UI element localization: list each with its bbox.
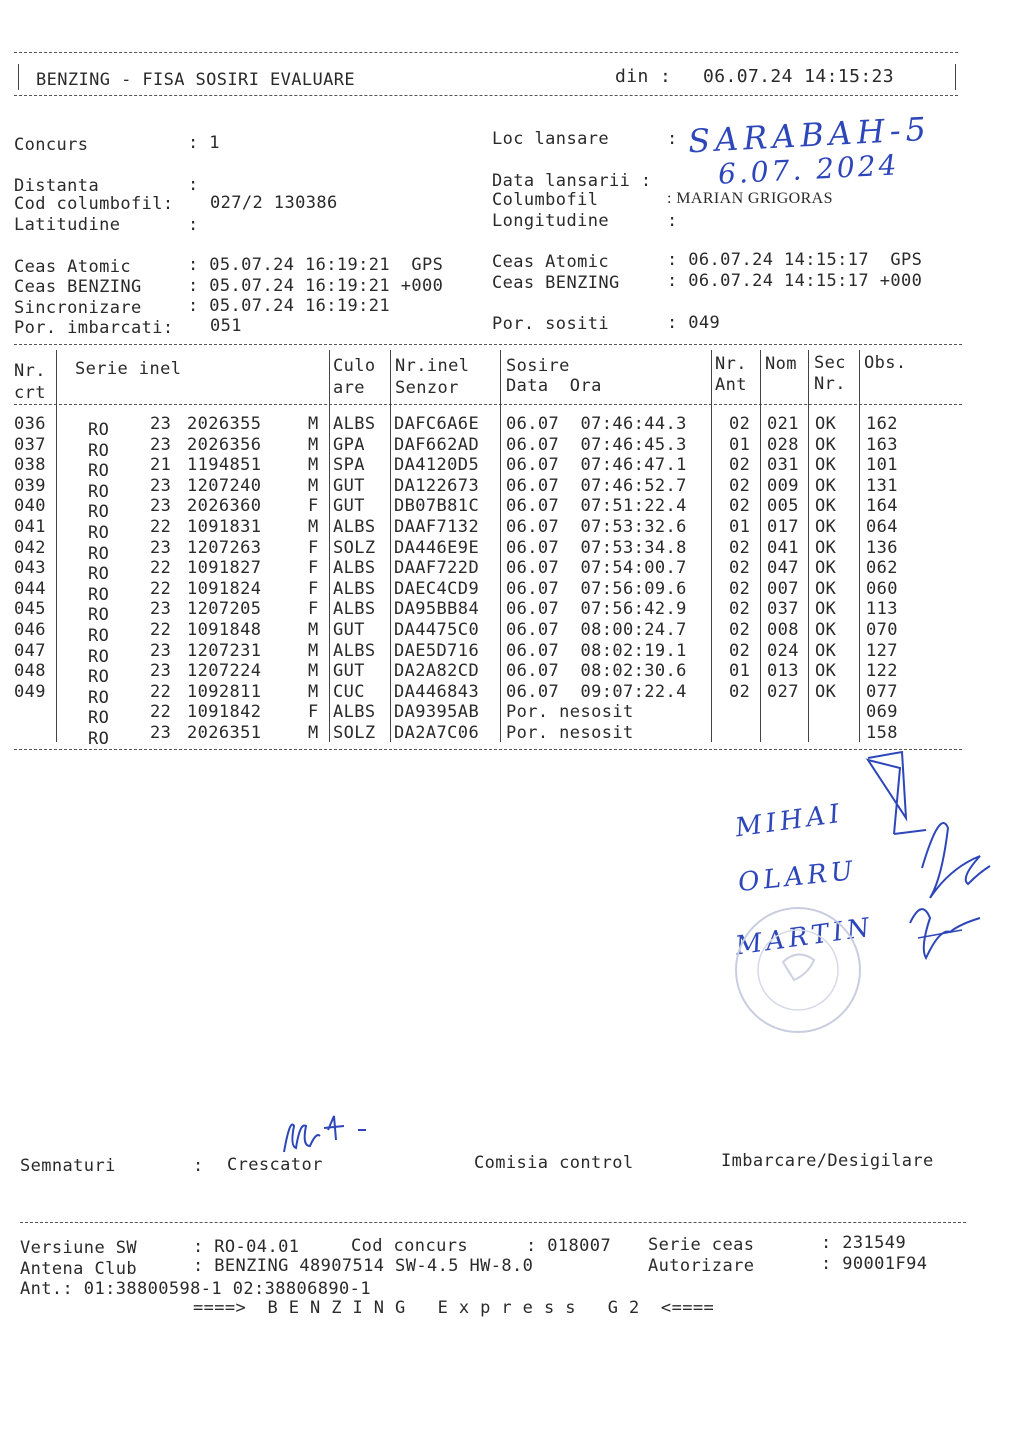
date-label: din : — [615, 66, 672, 87]
row-ring-serial: 1091824 — [187, 578, 262, 599]
row-year: 23 — [150, 434, 172, 455]
table-row — [0, 661, 1024, 688]
row-sex: M — [308, 661, 319, 682]
row-color: GUT — [333, 661, 365, 682]
row-color: ALBS — [333, 517, 376, 537]
row-nom: 007 — [767, 578, 799, 599]
th-culoare-1: Culo — [333, 356, 376, 376]
row-obs: 101 — [866, 455, 898, 476]
row-antenna: 02 — [729, 496, 751, 517]
handwritten-name-3: MARTIN — [733, 912, 876, 962]
row-nom: 017 — [767, 517, 799, 537]
table-row — [0, 681, 1024, 708]
row-sec: OK — [815, 475, 837, 496]
row-sensor-id: DAAF7132 — [394, 517, 480, 537]
table-row — [0, 517, 1024, 543]
row-nr: 047 — [14, 640, 46, 661]
row-sex: F — [308, 537, 319, 558]
row-year: 22 — [150, 702, 172, 723]
concurs-label: Concurs — [14, 135, 89, 155]
header-right-border — [955, 64, 956, 90]
th-obs: Obs. — [864, 353, 907, 373]
row-sec: OK — [815, 578, 837, 599]
end-ceas-atomic-label: Ceas Atomic — [492, 252, 609, 272]
row-obs: 060 — [866, 578, 898, 599]
row-sex: M — [308, 414, 319, 434]
porumbei-imbarcati-value: 051 — [210, 316, 242, 336]
th-culoare-2: are — [333, 378, 365, 398]
table-row — [0, 702, 1024, 729]
row-sex: M — [308, 434, 319, 455]
row-sensor-id: DA122673 — [394, 475, 480, 496]
release-location-handwritten: SARABAH-5 — [687, 109, 932, 161]
header-top-rule — [14, 52, 958, 53]
porumbei-imbarcati-label: Por. imbarcati: — [14, 318, 174, 338]
imbarcare-desigilare-label: Imbarcare/Desigilare — [721, 1151, 934, 1171]
row-nom: 047 — [767, 558, 799, 579]
row-sec: OK — [815, 434, 837, 455]
row-nom: 009 — [767, 475, 799, 496]
start-ceas-benzing-label: Ceas BENZING — [14, 277, 142, 297]
latitudine-label: Latitudine — [14, 215, 121, 235]
row-obs: 162 — [866, 414, 898, 434]
row-ring-serial: 1091842 — [187, 702, 262, 723]
th-antena-2: Ant — [715, 375, 747, 395]
th-nom: Nom — [765, 354, 797, 374]
row-nom: 021 — [767, 414, 799, 434]
antena-club-value: : BENZING 48907514 SW-4.5 HW-8.0 — [193, 1256, 534, 1276]
row-arrival: 06.07 07:46:47.1 — [506, 455, 687, 476]
table-row — [0, 723, 1024, 749]
row-nom: 037 — [767, 599, 799, 620]
row-country: RO — [88, 708, 110, 729]
row-color: SPA — [333, 455, 365, 476]
autorizare-value: : 90001F94 — [821, 1254, 928, 1274]
row-sec: OK — [815, 455, 837, 476]
row-country: RO — [88, 440, 110, 461]
row-year: 23 — [150, 414, 172, 434]
th-nr-inel-2: Senzor — [395, 378, 459, 398]
porumbei-sositi-value: : 049 — [667, 313, 721, 333]
longitudine-label: Longitudine — [492, 211, 609, 231]
signature-crescator — [276, 1112, 396, 1162]
row-ring-serial: 1207224 — [187, 661, 262, 682]
row-ring-serial: 1091831 — [187, 517, 262, 537]
row-country: RO — [88, 564, 110, 585]
row-sensor-id: DB07B81C — [394, 496, 480, 517]
row-obs: 064 — [866, 517, 898, 537]
row-sex: M — [308, 620, 319, 640]
row-nr: 041 — [14, 517, 46, 537]
row-sensor-id: DAAF722D — [394, 558, 480, 579]
th-sosire-1: Sosire — [506, 356, 570, 376]
row-ring-serial: 1207205 — [187, 599, 262, 620]
latitudine-value: : — [188, 215, 199, 235]
row-arrival: 06.07 07:54:00.7 — [506, 558, 687, 579]
row-antenna: 02 — [729, 620, 751, 640]
row-arrival: Por. nesosit — [506, 702, 634, 723]
concurs-value: : 1 — [188, 133, 220, 153]
table-row — [0, 455, 1024, 482]
th-serie-inel: Serie inel — [75, 359, 182, 379]
row-obs: 131 — [866, 475, 898, 496]
row-arrival: 06.07 07:46:44.3 — [506, 414, 687, 434]
table-row — [0, 475, 1024, 502]
porumbei-sositi-label: Por. sositi — [492, 314, 609, 334]
row-color: GUT — [333, 620, 365, 640]
table-row — [0, 578, 1024, 605]
table-row — [0, 558, 1024, 585]
row-year: 22 — [150, 578, 172, 599]
row-sec: OK — [815, 640, 837, 661]
row-arrival: 06.07 07:51:22.4 — [506, 496, 687, 517]
row-obs: 158 — [866, 723, 898, 743]
row-country: RO — [88, 461, 110, 482]
row-sec: OK — [815, 681, 837, 702]
data-lansarii-label: Data lansarii : — [492, 171, 652, 191]
row-country: RO — [88, 687, 110, 708]
row-nr: 045 — [14, 599, 46, 620]
row-country: RO — [88, 481, 110, 502]
row-color: GUT — [333, 496, 365, 517]
row-year: 23 — [150, 599, 172, 620]
row-color: ALBS — [333, 578, 376, 599]
row-sex: M — [308, 517, 319, 537]
row-ring-serial: 1092811 — [187, 681, 262, 702]
row-arrival: 06.07 07:53:34.8 — [506, 537, 687, 558]
row-antenna: 02 — [729, 475, 751, 496]
row-sensor-id: DA446843 — [394, 681, 480, 702]
row-sex: F — [308, 558, 319, 579]
row-country: RO — [88, 502, 110, 523]
row-nr: 039 — [14, 475, 46, 496]
row-color: GUT — [333, 475, 365, 496]
row-sex: M — [308, 723, 319, 743]
row-antenna: 01 — [729, 434, 751, 455]
row-nr: 036 — [14, 414, 46, 434]
row-arrival: 06.07 07:56:42.9 — [506, 599, 687, 620]
row-nom: 024 — [767, 640, 799, 661]
row-sensor-id: DA2A82CD — [394, 661, 480, 682]
th-sec-2: Nr. — [814, 374, 846, 394]
row-sex: F — [308, 578, 319, 599]
cod-concurs-value: : 018007 — [526, 1236, 612, 1256]
distanta-value: : — [188, 175, 199, 195]
table-row — [0, 620, 1024, 646]
row-ring-serial: 1091827 — [187, 558, 262, 579]
row-antenna: 02 — [729, 558, 751, 579]
table-header-rule — [14, 404, 962, 405]
row-sensor-id: DAFC6A6E — [394, 414, 480, 434]
row-obs: 113 — [866, 599, 898, 620]
row-color: ALBS — [333, 558, 376, 579]
signatures-label: Semnaturi — [20, 1156, 116, 1176]
row-obs: 070 — [866, 620, 898, 640]
row-sec: OK — [815, 661, 837, 682]
row-sec: OK — [815, 620, 837, 640]
header-bottom-rule — [14, 95, 958, 96]
row-antenna: 02 — [729, 455, 751, 476]
versiune-sw-label: Versiune SW — [20, 1238, 137, 1258]
handwritten-name-2: OLARU — [736, 855, 859, 899]
row-antenna: 01 — [729, 517, 751, 537]
row-color: ALBS — [333, 599, 376, 620]
row-color: SOLZ — [333, 537, 376, 558]
benzing-express-banner: ====> B E N Z I N G E x p r e s s G 2 <==== — [193, 1298, 715, 1318]
row-arrival: 06.07 07:46:52.7 — [506, 475, 687, 496]
row-year: 23 — [150, 661, 172, 682]
sincronizare-value: : 05.07.24 16:19:21 — [188, 296, 391, 316]
comisia-control-label: Comisia control — [474, 1153, 634, 1173]
row-arrival: 06.07 08:02:30.6 — [506, 661, 687, 682]
row-arrival: 06.07 07:56:09.6 — [506, 578, 687, 599]
row-sec: OK — [815, 496, 837, 517]
row-obs: 163 — [866, 434, 898, 455]
row-ring-serial: 1091848 — [187, 620, 262, 640]
row-obs: 069 — [866, 702, 898, 723]
versiune-sw-value: : RO-04.01 — [193, 1237, 300, 1257]
row-arrival: Por. nesosit — [506, 723, 634, 743]
row-sex: F — [308, 702, 319, 723]
row-year: 23 — [150, 723, 172, 743]
row-ring-serial: 1207263 — [187, 537, 262, 558]
row-arrival: 06.07 09:07:22.4 — [506, 681, 687, 702]
row-year: 22 — [150, 681, 172, 702]
release-date-handwritten: 6.07. 2024 — [717, 148, 901, 191]
table-row — [0, 537, 1024, 564]
row-sensor-id: DA4475C0 — [394, 620, 480, 640]
cod-columbofil-label: Cod columbofil: — [14, 194, 174, 214]
th-nr-inel-1: Nr.inel — [395, 356, 470, 376]
row-ring-serial: 2026355 — [187, 414, 262, 434]
table-row — [0, 599, 1024, 626]
row-color: ALBS — [333, 702, 376, 723]
row-sex: M — [308, 640, 319, 661]
row-nr: 046 — [14, 620, 46, 640]
row-nr: 049 — [14, 681, 46, 702]
columbofil-value: : MARIAN GRIGORAS — [667, 190, 833, 207]
row-sensor-id: DAEC4CD9 — [394, 578, 480, 599]
row-ring-serial: 1207240 — [187, 475, 262, 496]
row-nom: 005 — [767, 496, 799, 517]
row-year: 23 — [150, 475, 172, 496]
row-obs: 136 — [866, 537, 898, 558]
th-antena-1: Nr. — [715, 354, 747, 374]
handwritten-name-1: MIHAI — [733, 798, 846, 844]
antena-club-label: Antena Club — [20, 1259, 137, 1279]
row-sec: OK — [815, 537, 837, 558]
row-year: 22 — [150, 558, 172, 579]
row-nr: 040 — [14, 496, 46, 517]
row-nom: 041 — [767, 537, 799, 558]
th-nr-2: crt — [14, 383, 46, 403]
distanta-label: Distanta — [14, 176, 100, 196]
row-nr: 044 — [14, 578, 46, 599]
th-sec-1: Sec — [814, 353, 846, 373]
row-obs: 122 — [866, 661, 898, 682]
row-nr: 042 — [14, 537, 46, 558]
row-arrival: 06.07 08:02:19.1 — [506, 640, 687, 661]
crescator-label: Crescator — [227, 1155, 323, 1175]
row-sex: M — [308, 475, 319, 496]
cod-concurs-label: Cod concurs — [351, 1236, 468, 1256]
row-sensor-id: DA4120D5 — [394, 455, 480, 476]
row-arrival: 06.07 08:00:24.7 — [506, 620, 687, 640]
row-antenna: 02 — [729, 599, 751, 620]
row-year: 23 — [150, 640, 172, 661]
print-timestamp: 06.07.24 14:15:23 — [703, 66, 895, 87]
row-color: ALBS — [333, 640, 376, 661]
table-row — [0, 496, 1024, 523]
table-row — [0, 640, 1024, 667]
row-sec: OK — [815, 414, 837, 434]
row-sex: M — [308, 681, 319, 702]
longitudine-value: : — [667, 211, 678, 231]
row-color: SOLZ — [333, 723, 376, 743]
signature-commission — [830, 748, 1010, 978]
row-sec: OK — [815, 558, 837, 579]
row-antenna: 01 — [729, 661, 751, 682]
table-row — [0, 414, 1024, 440]
row-antenna: 02 — [729, 537, 751, 558]
row-country: RO — [88, 543, 110, 564]
serie-ceas-value: : 231549 — [821, 1233, 907, 1253]
row-country: RO — [88, 667, 110, 688]
row-nom: 027 — [767, 681, 799, 702]
row-nom: 008 — [767, 620, 799, 640]
row-color: GPA — [333, 434, 365, 455]
row-color: CUC — [333, 681, 365, 702]
row-obs: 127 — [866, 640, 898, 661]
row-sex: F — [308, 599, 319, 620]
row-obs: 062 — [866, 558, 898, 579]
row-obs: 077 — [866, 681, 898, 702]
antenna-serials: Ant.: 01:38800598-1 02:38806890-1 — [20, 1279, 371, 1299]
row-country: RO — [88, 584, 110, 605]
row-year: 23 — [150, 537, 172, 558]
signatures-colon: : — [193, 1156, 204, 1176]
row-year: 22 — [150, 620, 172, 640]
row-nr: 038 — [14, 455, 46, 476]
row-ring-serial: 2026351 — [187, 723, 262, 743]
row-color: ALBS — [333, 414, 376, 434]
row-nom: 013 — [767, 661, 799, 682]
footer-rule — [20, 1222, 966, 1223]
row-antenna: 02 — [729, 578, 751, 599]
row-ring-serial: 2026356 — [187, 434, 262, 455]
row-nr: 043 — [14, 558, 46, 579]
sincronizare-label: Sincronizare — [14, 298, 142, 318]
th-nr-1: Nr. — [14, 361, 46, 381]
row-sensor-id: DAE5D716 — [394, 640, 480, 661]
loc-lansare-colon: : — [667, 129, 678, 149]
row-arrival: 06.07 07:53:32.6 — [506, 517, 687, 537]
end-ceas-benzing-value: : 06.07.24 14:15:17 +000 — [667, 271, 923, 291]
row-antenna: 02 — [729, 414, 751, 434]
end-ceas-atomic-value: : 06.07.24 14:15:17 GPS — [667, 250, 923, 270]
row-arrival: 06.07 07:46:45.3 — [506, 434, 687, 455]
start-ceas-atomic-label: Ceas Atomic — [14, 257, 131, 277]
row-obs: 164 — [866, 496, 898, 517]
start-ceas-benzing-value: : 05.07.24 16:19:21 +000 — [188, 276, 444, 296]
row-ring-serial: 1207231 — [187, 640, 262, 661]
row-country: RO — [88, 420, 110, 440]
table-row — [0, 434, 1024, 461]
row-sensor-id: DA446E9E — [394, 537, 480, 558]
row-nr: 048 — [14, 661, 46, 682]
document-title: BENZING - FISA SOSIRI EVALUARE — [36, 70, 356, 90]
row-antenna: 02 — [729, 640, 751, 661]
row-country: RO — [88, 626, 110, 646]
cod-columbofil-value: 027/2 130386 — [210, 193, 338, 213]
row-nom: 031 — [767, 455, 799, 476]
row-sex: M — [308, 455, 319, 476]
columbofil-label: Columbofil — [492, 190, 599, 210]
row-sec: OK — [815, 599, 837, 620]
row-country: RO — [88, 646, 110, 667]
autorizare-label: Autorizare — [648, 1256, 755, 1276]
table-bottom-rule — [14, 749, 962, 750]
header-left-border — [18, 64, 19, 90]
serie-ceas-label: Serie ceas — [648, 1235, 755, 1255]
row-country: RO — [88, 729, 110, 749]
row-sensor-id: DAF662AD — [394, 434, 480, 455]
row-year: 23 — [150, 496, 172, 517]
table-top-rule — [14, 344, 962, 345]
row-sec: OK — [815, 517, 837, 537]
start-ceas-atomic-value: : 05.07.24 16:19:21 GPS — [188, 255, 444, 275]
end-ceas-benzing-label: Ceas BENZING — [492, 273, 620, 293]
row-sensor-id: DA2A7C06 — [394, 723, 480, 743]
row-year: 22 — [150, 517, 172, 537]
row-sex: F — [308, 496, 319, 517]
row-ring-serial: 1194851 — [187, 455, 262, 476]
row-sensor-id: DA9395AB — [394, 702, 480, 723]
row-country: RO — [88, 605, 110, 626]
row-sensor-id: DA95BB84 — [394, 599, 480, 620]
loc-lansare-label: Loc lansare — [492, 129, 609, 149]
row-antenna: 02 — [729, 681, 751, 702]
row-year: 21 — [150, 455, 172, 476]
row-nom: 028 — [767, 434, 799, 455]
row-country: RO — [88, 523, 110, 543]
th-sosire-2: Data Ora — [506, 376, 602, 396]
row-nr: 037 — [14, 434, 46, 455]
row-ring-serial: 2026360 — [187, 496, 262, 517]
